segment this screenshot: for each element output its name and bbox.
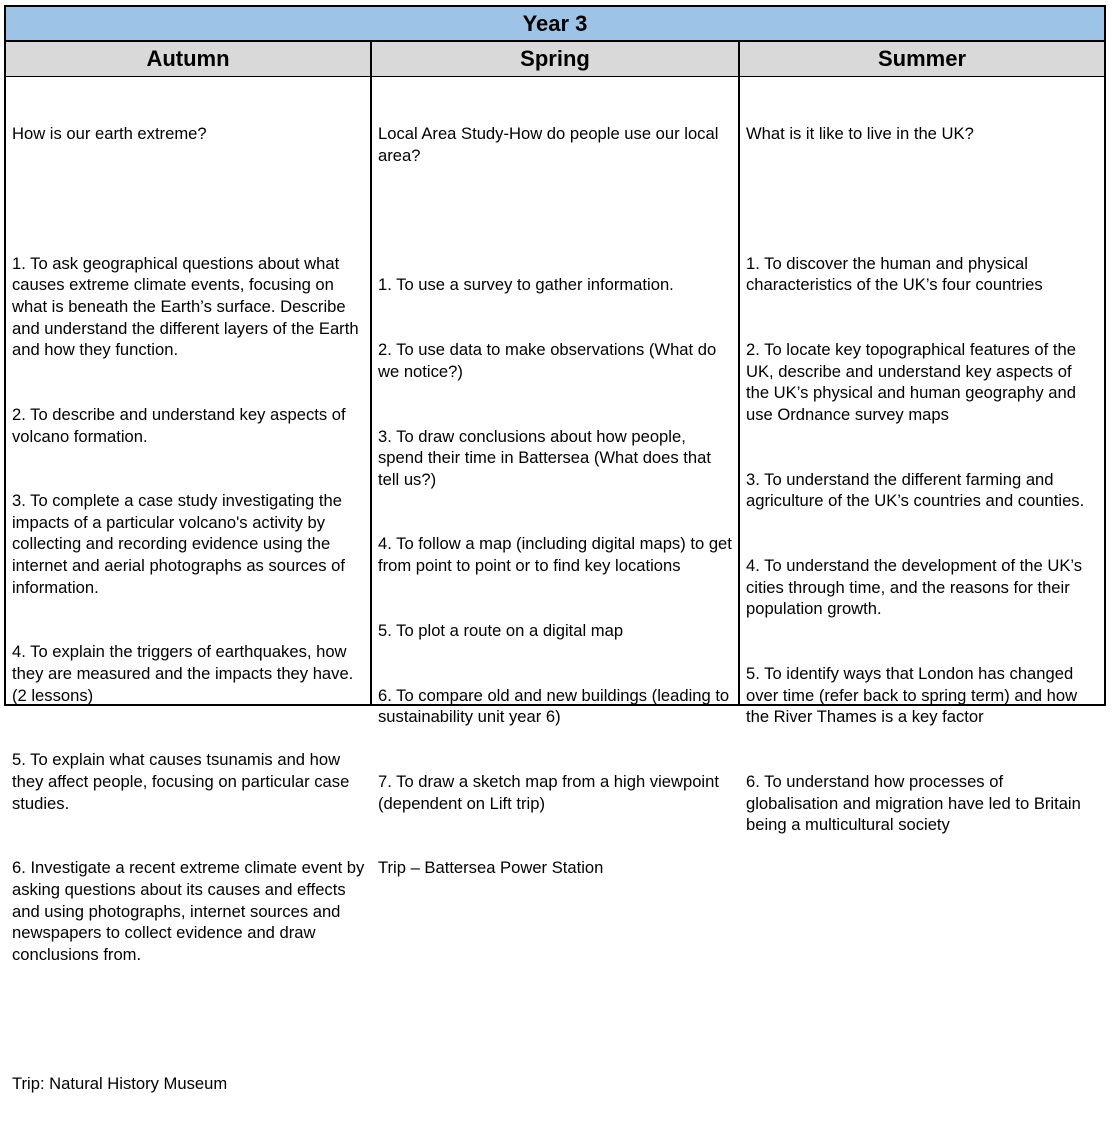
summer-item-3: 3. To understand the different farming and agriculture of the UK’s countries and counties.	[746, 469, 1085, 511]
autumn-item-1: 1. To ask geographical questions about what causes extreme climate events, focusing on what is beneath the Earth’s surface. Describe and understand the different layers of the Earth and how they function.	[12, 253, 364, 360]
spring-item-5: 5. To plot a route on a digital map	[378, 620, 624, 640]
spring-item-3: 3. To draw conclusions about how people, spend their time in Battersea (What does that tell us?)	[378, 426, 716, 489]
autumn-item-6: 6. Investigate a recent extreme climate event by asking questions about its causes and effects and using photographs, internet sources and newspapers to collect evidence and draw conclusions from.	[12, 858, 369, 964]
spring-item-6: 6. To compare old and new buildings (leading to sustainability unit year 6)	[378, 685, 734, 727]
autumn-topic: How is our earth extreme?	[12, 124, 207, 144]
header-summer: Summer	[877, 46, 967, 71]
autumn-cell	[6, 77, 372, 1094]
spring-item-2: 2. To use data to make observations (What do we notice?)	[378, 340, 721, 381]
spring-item-4: 4. To follow a map (including digital maps) to get from point to point or to find key locations	[378, 534, 737, 576]
spring-item-1: 1. To use a survey to gather information.	[378, 275, 674, 295]
autumn-item-4: 4. To explain the triggers of earthquakes, how they are measured and the impacts they have. (2 lessons)	[12, 642, 358, 705]
header-spring: Spring	[372, 42, 740, 76]
spring-trip: Trip – Battersea Power Station	[378, 858, 604, 878]
autumn-item-2: 2. To describe and understand key aspects of volcano formation.	[12, 404, 351, 446]
autumn-item-3: 3. To complete a case study investigating the impacts of a particular volcano's activity by collecting and recording evidence using the internet and aerial photographs as sources of information.	[12, 491, 350, 597]
summer-item-1: 1. To discover the human and physical characteristics of the UK’s four countries	[746, 253, 1043, 295]
header-autumn: Autumn	[6, 42, 372, 76]
autumn-item-5: 5. To explain what causes tsunamis and how they affect people, focusing on particular case studies.	[12, 750, 354, 813]
summer-item-5: 5. To identify ways that London has changed over time (refer back to spring term) and how the River Thames is a key factor	[746, 664, 1082, 727]
curriculum-table	[4, 5, 1106, 1094]
spring-item-7: 7. To draw a sketch map from a high viewpoint (dependent on Lift trip)	[378, 772, 724, 813]
season-header-row	[6, 42, 1104, 77]
autumn-trip: Trip: Natural History Museum	[12, 1074, 228, 1094]
content-row	[6, 77, 1104, 1094]
spring-topic: Local Area Study-How do people use our local area?	[378, 124, 724, 165]
summer-item-6: 6. To understand how processes of globalisation and migration have led to Britain being a multicultural society	[746, 772, 1086, 835]
summer-item-2: 2. To locate key topographical features of the UK, describe and understand key aspects of the UK’s physical and human geography and use Ordnance survey maps	[746, 340, 1081, 424]
summer-item-4: 4. To understand the development of the UK’s cities through time, and the reasons for their population growth.	[746, 556, 1087, 619]
table-title: Year 3	[6, 7, 1104, 42]
spring-cell	[372, 77, 740, 878]
summer-cell	[740, 77, 1104, 835]
summer-topic: What is it like to live in the UK?	[746, 124, 974, 144]
